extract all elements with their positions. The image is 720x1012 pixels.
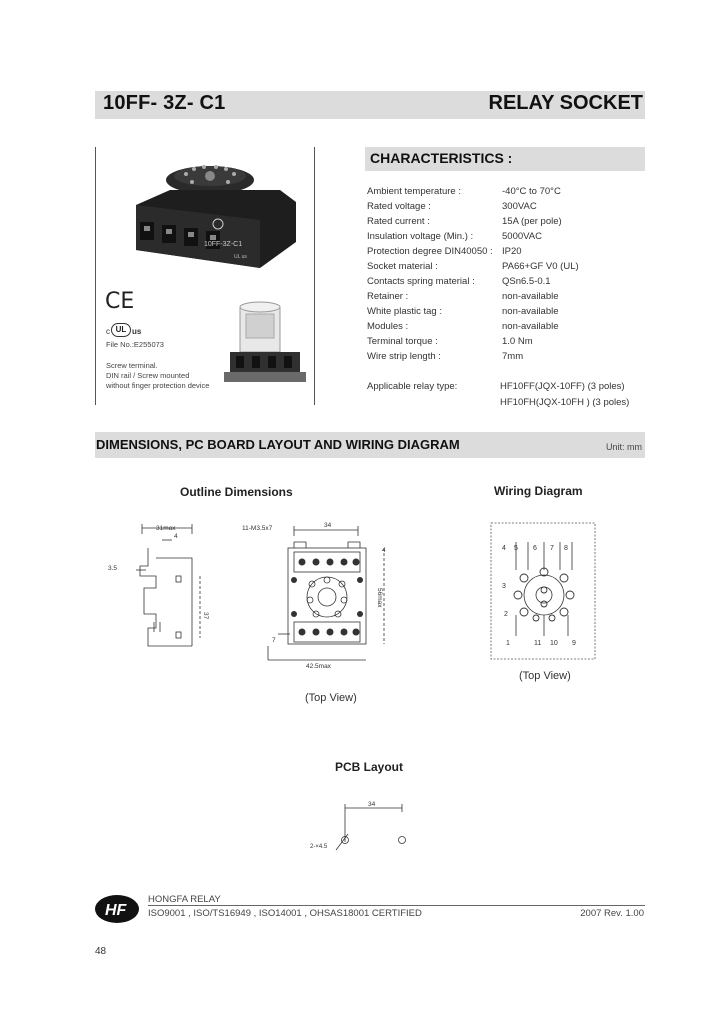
hongfa-logo bbox=[93, 893, 143, 925]
wiring-title: Wiring Diagram bbox=[494, 484, 583, 498]
svg-text:10: 10 bbox=[550, 640, 558, 647]
svg-text:4: 4 bbox=[502, 545, 506, 552]
characteristics-title: CHARACTERISTICS : bbox=[370, 150, 513, 166]
model-title: 10FF- 3Z- C1 bbox=[103, 92, 226, 114]
svg-text:9: 9 bbox=[572, 640, 576, 647]
top-view-caption: (Top View) bbox=[305, 692, 357, 704]
ce-mark: CE bbox=[105, 289, 135, 314]
svg-text:31max: 31max bbox=[156, 525, 176, 532]
svg-text:10FF-3Z-C1: 10FF-3Z-C1 bbox=[204, 241, 243, 248]
svg-text:6: 6 bbox=[533, 545, 537, 552]
svg-text:7: 7 bbox=[272, 637, 276, 644]
wiring-top-view-caption: (Top View) bbox=[519, 670, 571, 682]
svg-text:11-M3.5x7: 11-M3.5x7 bbox=[242, 525, 273, 532]
svg-text:37: 37 bbox=[202, 612, 209, 620]
ul-mark: c UL us bbox=[106, 324, 142, 336]
footer-revision: 2007 Rev. 1.00 bbox=[580, 908, 644, 919]
svg-text:34: 34 bbox=[324, 522, 332, 529]
file-number: File No.:E255073 bbox=[106, 340, 164, 349]
svg-text:4: 4 bbox=[382, 547, 386, 554]
svg-text:8: 8 bbox=[564, 545, 568, 552]
dimensions-title: DIMENSIONS, PC BOARD LAYOUT AND WIRING DIAGRAM bbox=[96, 437, 460, 452]
right-divider bbox=[314, 147, 315, 405]
svg-text:3: 3 bbox=[502, 583, 506, 590]
footer-brand: HONGFA RELAY bbox=[148, 894, 221, 905]
outline-title: Outline Dimensions bbox=[180, 485, 293, 499]
page-number: 48 bbox=[95, 946, 107, 957]
svg-text:2: 2 bbox=[504, 611, 508, 618]
svg-text:3.5: 3.5 bbox=[108, 565, 118, 572]
svg-text:7: 7 bbox=[550, 545, 554, 552]
socket-image bbox=[136, 165, 296, 268]
svg-text:42.5max: 42.5max bbox=[306, 663, 331, 670]
svg-text:2-×4.5: 2-×4.5 bbox=[310, 844, 328, 850]
footer-rule bbox=[148, 905, 645, 906]
svg-text:4: 4 bbox=[174, 533, 178, 540]
note-2: DIN rail / Screw mounted bbox=[106, 371, 190, 380]
footer-certs: ISO9001 , ISO/TS16949 , ISO14001 , OHSAS18001 CERTIFIED bbox=[148, 908, 422, 919]
svg-text:34: 34 bbox=[368, 801, 376, 808]
top-view-drawing bbox=[238, 518, 388, 678]
left-divider bbox=[95, 147, 96, 405]
note-3: without finger protection device bbox=[106, 381, 210, 390]
note-1: Screw terminal. bbox=[106, 361, 158, 370]
product-title: RELAY SOCKET bbox=[488, 92, 643, 114]
side-view-drawing bbox=[100, 518, 220, 668]
svg-text:11: 11 bbox=[534, 640, 542, 647]
svg-text:1: 1 bbox=[506, 640, 510, 647]
unit-label: Unit: mm bbox=[606, 442, 642, 452]
pcb-title: PCB Layout bbox=[335, 760, 404, 774]
svg-text:5: 5 bbox=[514, 545, 518, 552]
svg-text:56max: 56max bbox=[376, 588, 383, 608]
svg-text:UL us: UL us bbox=[234, 254, 247, 260]
wiring-diagram bbox=[488, 520, 600, 662]
svg-text:HF: HF bbox=[105, 902, 127, 919]
relay-image bbox=[224, 302, 306, 382]
pcb-layout-drawing bbox=[300, 796, 420, 856]
